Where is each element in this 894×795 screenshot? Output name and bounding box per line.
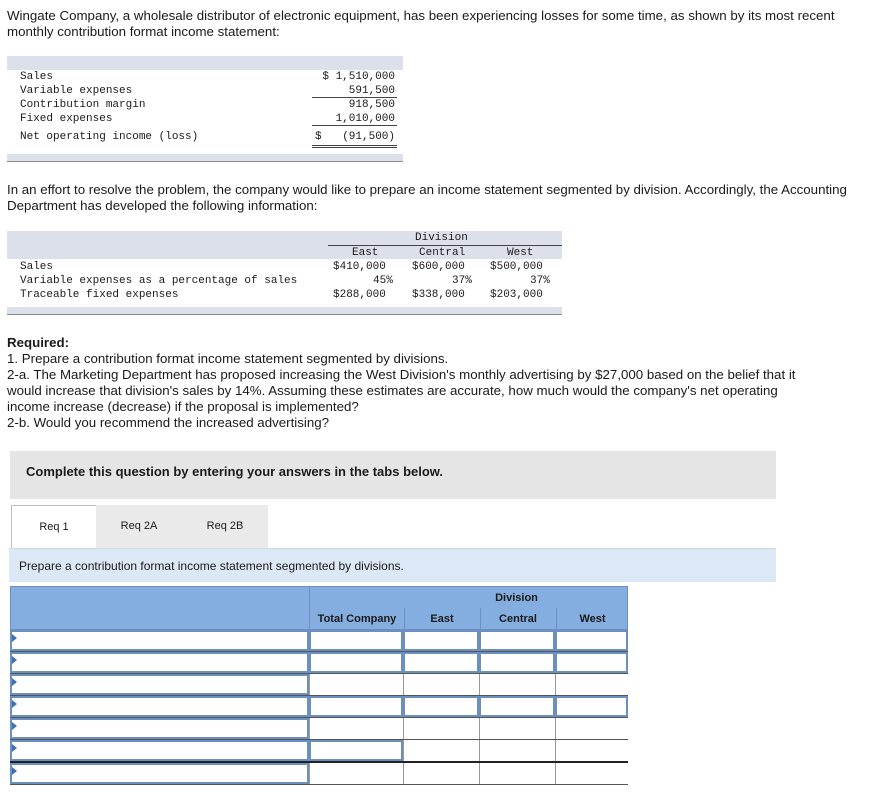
dropdown-arrow-icon [12,744,17,752]
east-input[interactable] [403,652,479,673]
central-cell [479,674,555,695]
intro-text: Wingate Company, a wholesale distributor of electronic equipment, has been experiencing losses for some time, as shown by its most recent monthly contribution format income statement: [7,8,835,39]
statement-value: 1,010,000 [335,113,395,125]
west-cell [555,718,628,739]
statement-label: Net operating income (loss) [20,131,199,143]
row-label-select[interactable] [10,763,309,784]
statement-value: 918,500 [348,99,395,111]
central-cell [479,718,555,739]
division-info-table [7,231,562,301]
instruction-bar [9,548,776,582]
statement-row-net-operating-income [7,130,403,144]
dropdown-arrow-icon [12,722,17,730]
column-header-central: Central [419,247,466,259]
tab-req-2a[interactable]: Req 2A [96,505,182,548]
east-cell [403,763,479,784]
west-input[interactable] [555,652,628,673]
tab-req-1[interactable]: Req 1 [11,505,97,549]
total-company-cell [309,674,403,695]
east-cell [403,674,479,695]
division-value: $338,000 [412,289,465,301]
dropdown-arrow-icon [12,678,17,686]
division-value: 45% [373,275,393,287]
statement-label: Contribution margin [20,99,146,111]
division-value: 37% [530,275,550,287]
grid-header-west: West [579,613,606,625]
division-value: $410,000 [333,261,386,273]
statement-row-sales [7,70,403,84]
total-company-input[interactable] [309,630,403,651]
division-value: $500,000 [490,261,543,273]
answer-row [10,763,628,785]
effort-text: In an effort to resolve the problem, the company would like to prepare an income statement segmented by division. Accordingly, the Accounting Department has developed the following information: [7,182,847,213]
division-row-label-sales: Sales [20,261,54,273]
dropdown-arrow-icon [12,634,17,642]
tab-req-2b[interactable]: Req 2B [182,505,268,548]
complete-banner [10,451,776,499]
division-group-header: Division [415,232,468,244]
central-input[interactable] [479,696,555,717]
income-statement-table [7,56,403,162]
west-cell [555,763,628,784]
west-cell [555,740,628,761]
grid-header-east: East [430,613,454,625]
dropdown-arrow-icon [12,656,17,664]
answer-row [10,740,628,763]
west-input[interactable] [555,696,628,717]
central-cell [479,763,555,784]
row-label-select[interactable] [10,696,309,717]
east-input[interactable] [403,696,479,717]
statement-value: 591,500 [348,85,395,97]
row-label-select[interactable] [10,652,309,673]
answer-grid-header [10,586,628,630]
required-q2a-cont2: income increase (decrease) if the proposal is implemented? [7,399,359,414]
west-cell [555,674,628,695]
division-row-label-variable: Variable expenses as a percentage of sales [20,275,298,287]
answer-row [10,696,628,718]
instruction-text: Prepare a contribution format income statement segmented by divisions. [19,559,404,573]
dropdown-arrow-icon [12,700,17,708]
grid-header-total-company: Total Company [317,613,397,625]
grid-header-central: Central [499,613,537,625]
answer-row [10,674,628,696]
row-label-select[interactable] [10,740,309,761]
dropdown-arrow-icon [12,767,17,775]
row-label-select[interactable] [10,630,309,651]
east-cell [403,740,479,761]
statement-value: $ 1,510,000 [322,71,395,83]
division-value: $203,000 [490,289,543,301]
answer-row [10,718,628,740]
required-q2b: 2-b. Would you recommend the increased advertising? [7,415,330,430]
answer-row [10,630,628,652]
statement-dollar-sign: $ [315,131,322,143]
statement-label: Fixed expenses [20,113,113,125]
division-value: 37% [452,275,472,287]
complete-banner-text: Complete this question by entering your answers in the tabs below. [26,464,444,479]
required-heading: Required: [7,335,70,350]
west-input[interactable] [555,630,628,651]
statement-row-contribution-margin [7,98,403,112]
grid-division-header: Division [495,592,538,604]
east-input[interactable] [403,630,479,651]
central-input[interactable] [479,652,555,673]
total-company-input[interactable] [309,696,403,717]
division-value: $600,000 [412,261,465,273]
statement-label: Sales [20,71,54,83]
total-company-cell [309,718,403,739]
east-cell [403,718,479,739]
answer-row [10,652,628,674]
answer-grid [10,586,628,785]
total-company-input[interactable] [309,740,403,761]
statement-value: (91,500) [342,131,395,143]
column-header-west: West [507,247,534,259]
row-label-select[interactable] [10,718,309,739]
required-q1: 1. Prepare a contribution format income statement segmented by divisions. [7,351,449,366]
central-input[interactable] [479,630,555,651]
division-value: $288,000 [333,289,386,301]
column-header-east: East [352,247,379,259]
total-company-cell [309,763,403,784]
statement-label: Variable expenses [20,85,133,97]
division-row-label-fixed: Traceable fixed expenses [20,289,179,301]
central-cell [479,740,555,761]
statement-row-fixed-expenses [7,112,403,126]
total-company-input[interactable] [309,652,403,673]
row-label-select[interactable] [10,674,309,695]
required-q2a: 2-a. The Marketing Department has proposed increasing the West Division's monthly advertising by $27,000 based on the belief that it [7,367,796,382]
statement-row-variable-expenses [7,84,403,98]
required-q2a-cont: would increase that division's sales by 14%. Assuming these estimates are accurate, how much would the company's net operating [7,383,778,398]
